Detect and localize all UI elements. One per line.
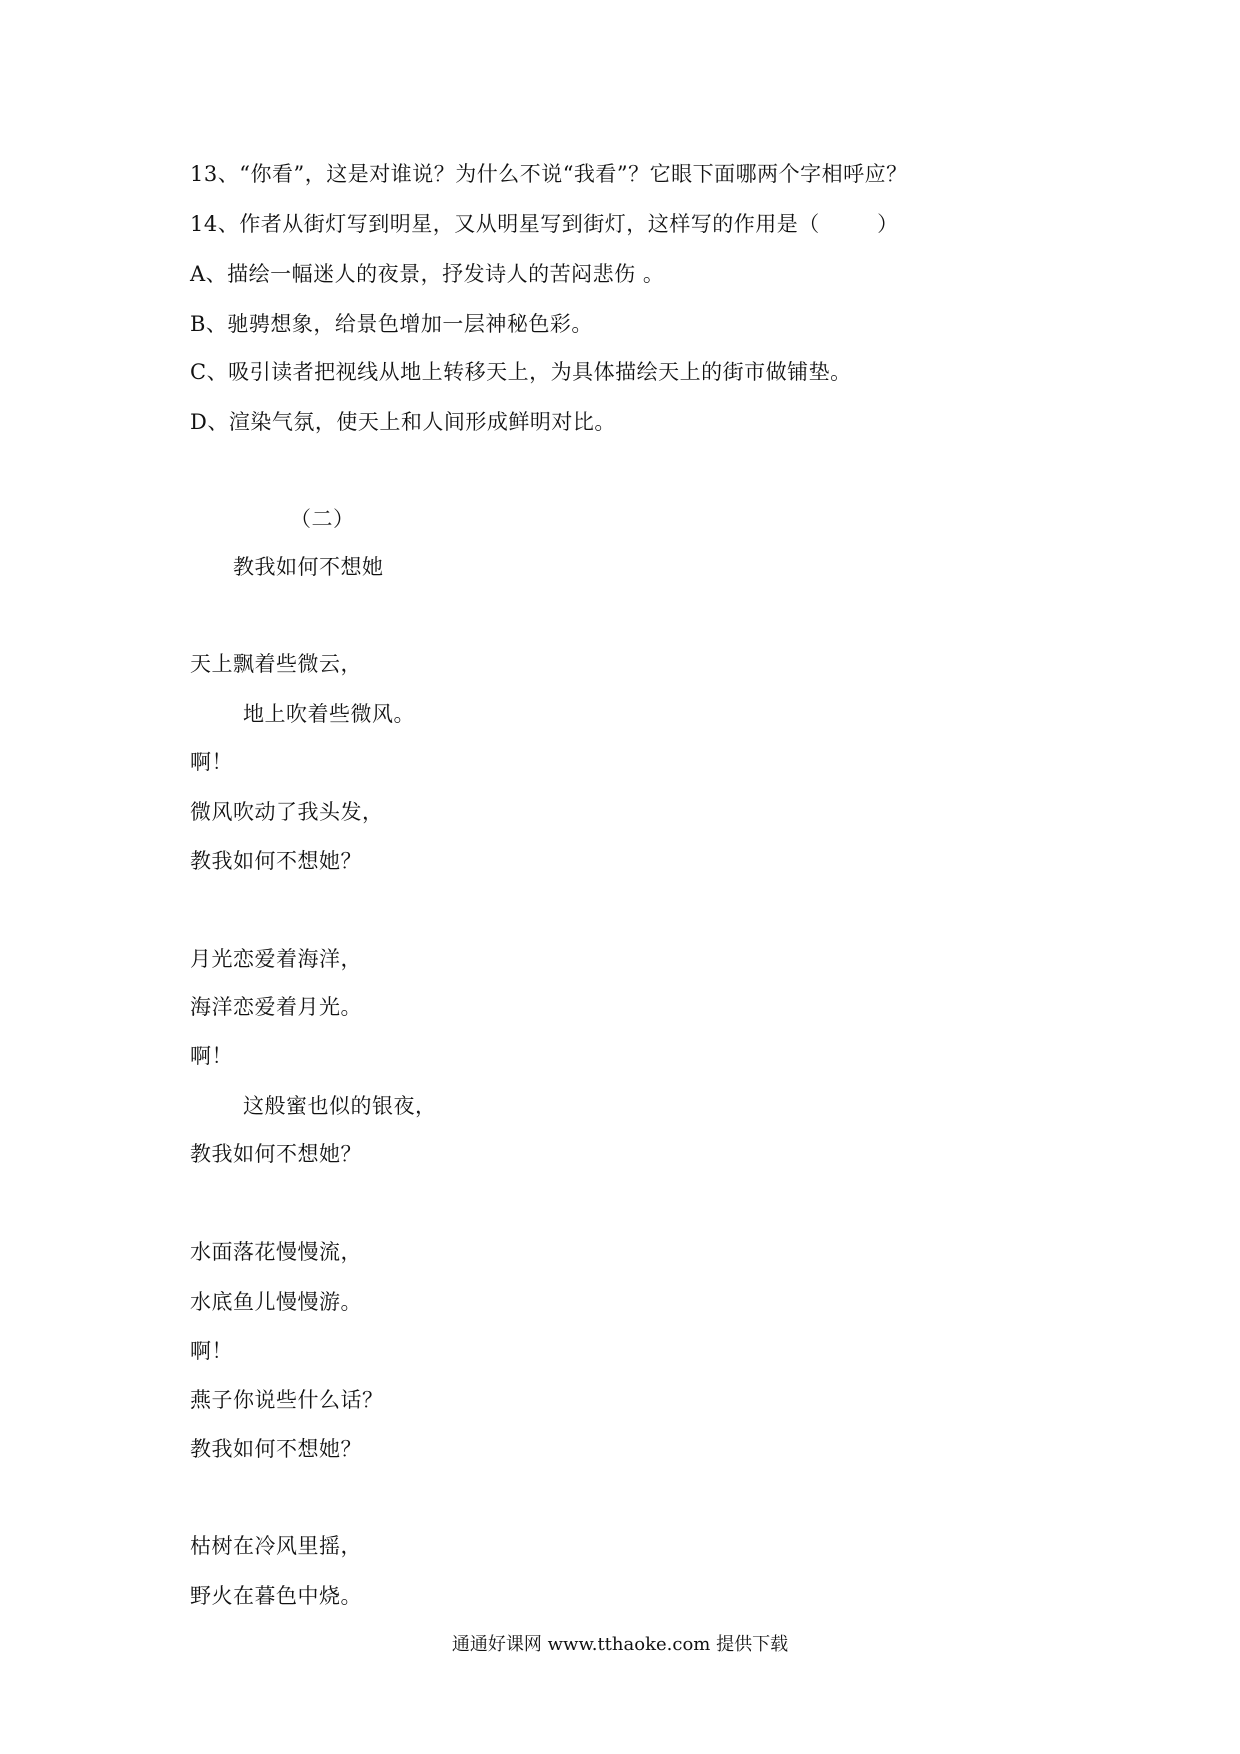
question-13: 13、“你看”，这是对谁说？为什么不说“我看”？它眼下面哪两个字相呼应？ [190, 162, 908, 186]
poem-line: 教我如何不想她？ [190, 849, 362, 873]
poem-line: 月光恋爱着海洋， [190, 947, 362, 971]
option-d: D、渲染气氛，使天上和人间形成鲜明对比。 [190, 410, 616, 434]
poem-line: 枯树在冷风里摇， [190, 1534, 362, 1558]
poem-title: 教我如何不想她 [233, 555, 384, 579]
poem-line: 这般蜜也似的银夜， [243, 1094, 437, 1118]
poem-line: 啊！ [190, 750, 233, 774]
poem-line: 水底鱼儿慢慢游。 [190, 1290, 362, 1314]
page-footer: 通通好课网 www.tthaoke.com 提供下载 [451, 1634, 789, 1655]
option-b: B、驰骋想象，给景色增加一层神秘色彩。 [190, 312, 593, 336]
poem-line: 教我如何不想她？ [190, 1437, 362, 1461]
poem-line: 野火在暮色中烧。 [190, 1584, 362, 1608]
option-a: A、描绘一幅迷人的夜景，抒发诗人的苦闷悲伤 。 [190, 262, 665, 286]
poem-line: 教我如何不想她？ [190, 1142, 362, 1166]
poem-line: 啊！ [190, 1044, 233, 1068]
option-c: C、吸引读者把视线从地上转移天上，为具体描绘天上的街市做铺垫。 [190, 360, 852, 384]
poem-line: 微风吹动了我头发， [190, 800, 384, 824]
poem-line: 海洋恋爱着月光。 [190, 995, 362, 1019]
poem-line: 水面落花慢慢流， [190, 1240, 362, 1264]
poem-line: 燕子你说些什么话？ [190, 1388, 384, 1412]
poem-line: 天上飘着些微云， [190, 652, 362, 676]
question-14: 14、作者从街灯写到明星，又从明星写到街灯，这样写的作用是（ ） [190, 212, 899, 236]
section-number: （二） [290, 507, 355, 531]
poem-line: 地上吹着些微风。 [243, 702, 415, 726]
poem-line: 啊！ [190, 1339, 233, 1363]
